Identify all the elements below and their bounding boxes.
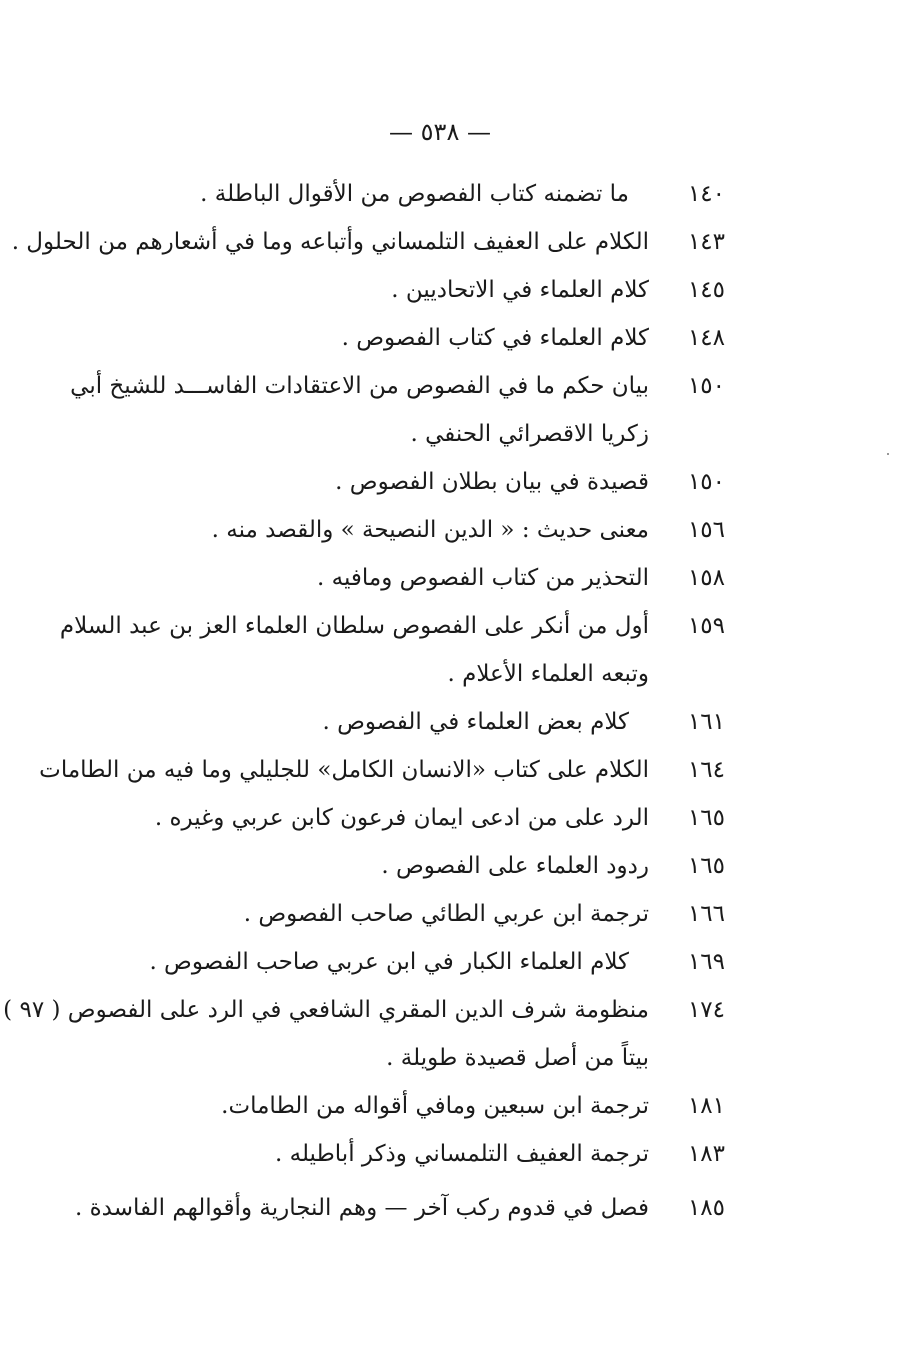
toc-entry <box>110 506 725 554</box>
toc-title <box>110 794 655 842</box>
toc-page-number: ١٤٥ <box>687 277 725 303</box>
toc-title <box>110 1130 655 1178</box>
toc-page-number: ١٥٩ <box>687 613 725 639</box>
toc-entry <box>110 1130 725 1178</box>
toc-title <box>39 746 655 794</box>
toc-entry <box>110 698 725 746</box>
toc-title-line: معنى حديث : « الدين النصيحة » والقصد منه . <box>211 517 649 543</box>
toc-page-number: ١٤٠ <box>687 181 725 207</box>
toc-title <box>110 170 655 218</box>
toc-entry <box>3 986 725 1082</box>
toc-title-line: التحذير من كتاب الفصوص ومافيه . <box>317 565 649 591</box>
toc-entry <box>110 794 725 842</box>
toc-page-number: ١٨١ <box>687 1093 725 1119</box>
toc-page-number: ١٦٦ <box>687 901 725 927</box>
toc-entry <box>39 746 725 794</box>
toc-title-line: بيتاً من أصل قصيدة طويلة . <box>386 1045 649 1071</box>
toc-title-line: ترجمة ابن عربي الطائي صاحب الفصوص . <box>243 901 649 927</box>
toc-entry <box>110 266 725 314</box>
toc-title-line: الكلام على كتاب «الانسان الكامل» للجليلي وما فيه من الطامات <box>39 757 649 783</box>
toc-entry <box>110 314 725 362</box>
toc-page-number: ١٥٠ <box>687 373 725 399</box>
toc-title-line: ترجمة ابن سبعين ومافي أقواله من الطامات. <box>221 1093 649 1119</box>
toc-page-number: ١٦١ <box>687 709 725 735</box>
toc-title <box>110 458 655 506</box>
toc-title <box>12 218 655 266</box>
toc-title <box>110 554 655 602</box>
toc-title <box>110 314 655 362</box>
toc-title <box>110 1082 655 1130</box>
toc-title-line: ردود العلماء على الفصوص . <box>381 853 649 879</box>
toc-page-number: ١٥٨ <box>687 565 725 591</box>
toc-title <box>110 506 655 554</box>
toc-entry <box>75 1184 725 1232</box>
toc-entry <box>11 218 725 266</box>
toc-title <box>110 842 655 890</box>
toc-page-number: ١٦٤ <box>687 757 725 783</box>
toc-title <box>110 698 655 746</box>
toc-title-line: كلام بعض العلماء في الفصوص . <box>322 709 629 735</box>
toc-entry <box>110 842 725 890</box>
toc-title-line: كلام العلماء الكبار في ابن عربي صاحب الفصوص . <box>149 949 629 975</box>
toc-entry <box>70 362 725 458</box>
scan-speck <box>887 453 889 455</box>
toc-title <box>75 1184 655 1232</box>
toc-title-line: ترجمة العفيف التلمساني وذكر أباطيله . <box>274 1141 649 1167</box>
toc-entry <box>110 170 725 218</box>
toc-entry <box>110 1082 725 1130</box>
page-number: — ٥٣٨ — <box>389 118 491 146</box>
toc-page-number: ١٨٥ <box>687 1195 725 1221</box>
toc-title <box>110 938 655 986</box>
toc-title-line: الرد على من ادعى ايمان فرعون كابن عربي وغيره . <box>154 805 649 831</box>
toc-page-number: ١٤٣ <box>687 229 725 255</box>
toc-title-line: زكريا الاقصرائي الحنفي . <box>410 421 649 447</box>
table-of-contents <box>3 170 725 1232</box>
toc-title-line: قصيدة في بيان بطلان الفصوص . <box>335 469 649 495</box>
toc-page-number: ١٤٨ <box>687 325 725 351</box>
toc-page-number: ١٧٤ <box>687 997 725 1023</box>
toc-title-line: منظومة شرف الدين المقري الشافعي في الرد على الفصوص ( ٩٧ ) <box>3 997 649 1023</box>
toc-title <box>70 362 655 458</box>
toc-title-line: بيان حكم ما في الفصوص من الاعتقادات الفاســـد للشيخ أبي <box>70 373 649 399</box>
toc-page-number: ١٦٩ <box>687 949 725 975</box>
toc-entry <box>59 602 725 698</box>
toc-page-number: ١٦٥ <box>687 853 725 879</box>
toc-page-number: ١٨٣ <box>687 1141 725 1167</box>
toc-title-line: ما تضمنه كتاب الفصوص من الأقوال الباطلة . <box>200 181 629 207</box>
toc-title-line: كلام العلماء في كتاب الفصوص . <box>341 325 649 351</box>
toc-entry <box>110 890 725 938</box>
toc-entry <box>110 458 725 506</box>
toc-title <box>110 266 655 314</box>
toc-title-line: كلام العلماء في الاتحاديين . <box>391 277 649 303</box>
toc-entry <box>110 554 725 602</box>
toc-title <box>60 602 655 698</box>
toc-title-line: الكلام على العفيف التلمساني وأتباعه وما في أشعارهم من الحلول . <box>11 229 649 255</box>
toc-page-number: ١٥٠ <box>687 469 725 495</box>
toc-title-line: أول من أنكر على الفصوص سلطان العلماء العز بن عبد السلام <box>59 613 649 639</box>
toc-page-number: ١٦٥ <box>687 805 725 831</box>
toc-page-number: ١٥٦ <box>687 517 725 543</box>
toc-title <box>110 890 655 938</box>
toc-entry <box>110 938 725 986</box>
toc-title-line: وتبعه العلماء الأعلام . <box>447 661 649 687</box>
toc-title <box>3 986 655 1082</box>
toc-title-line: فصل في قدوم ركب آخر — وهم النجارية وأقوالهم الفاسدة . <box>75 1195 649 1221</box>
